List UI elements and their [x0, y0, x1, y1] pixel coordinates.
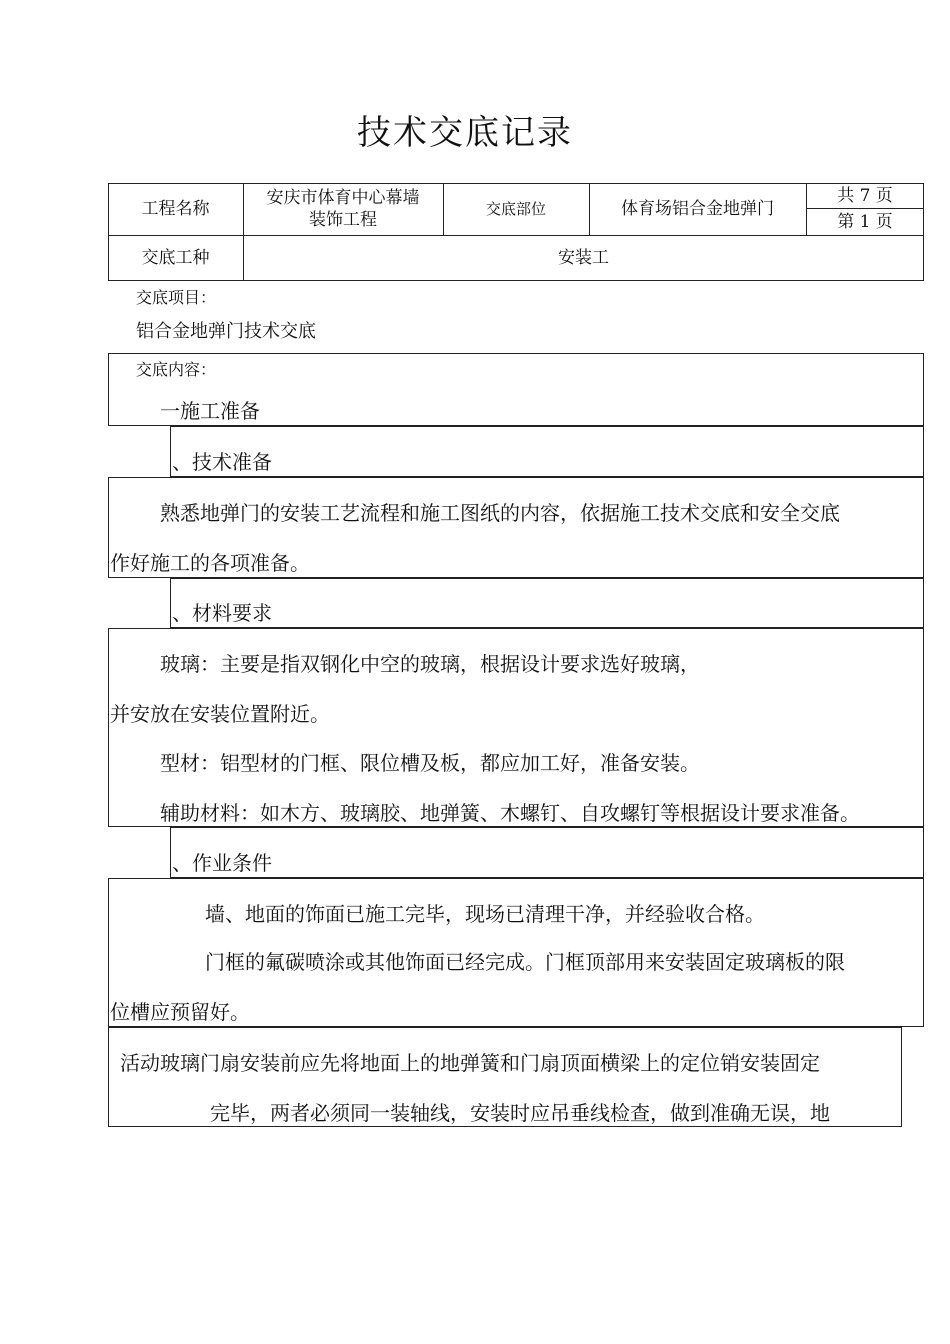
document-title: 技术交底记录: [357, 113, 573, 153]
project-name-line1: 安庆市体育中心幕墙: [266, 188, 420, 208]
tech-prep-line1: 熟悉地弹门的安装工艺流程和施工图纸的内容，依据施工技术交底和安全交底: [160, 501, 840, 525]
content-label: 交底内容：: [136, 360, 217, 379]
part-label: 交底部位: [485, 200, 546, 218]
install-line2: 完毕，两者必须同一装轴线，安装时应吊垂线检查，做到准确无误，地: [210, 1101, 830, 1125]
page-number: 第 1 页: [837, 211, 893, 232]
trade-label: 交底工种: [141, 248, 210, 268]
condition-line3: 位槽应预留好。: [110, 1000, 250, 1024]
install-line1: 活动玻璃门扇安装前应先将地面上的地弹簧和门扇顶面横梁上的定位销安装固定: [120, 1051, 820, 1075]
condition-line2: 门框的氟碳喷涂或其他饰面已经完成。门框顶部用来安装固定玻璃板的限: [205, 950, 845, 974]
project-name-value: [243, 183, 443, 235]
section-1-1-heading: 、技术准备: [172, 450, 272, 474]
trade-value: 安装工: [558, 248, 609, 268]
glass-line2: 并安放在安装位置附近。: [110, 702, 330, 726]
profile-line: 型材：铝型材的门框、限位槽及板，都应加工好，准备安装。: [160, 751, 700, 775]
section-1-heading: 一施工准备: [160, 399, 260, 423]
project-name-line2: 装饰工程: [309, 210, 377, 230]
total-pages: 共 7 页: [837, 185, 893, 206]
section-1-3-heading: 、作业条件: [172, 851, 272, 875]
glass-line1: 玻璃：主要是指双钢化中空的玻璃，根据设计要求选好玻璃，: [160, 652, 700, 676]
part-value: 体育场铝合金地弹门: [621, 199, 774, 219]
tech-prep-line2: 作好施工的各项准备。: [110, 551, 310, 575]
section-1-2-heading: 、材料要求: [172, 601, 272, 625]
condition-line1: 墙、地面的饰面已施工完毕，现场已清理干净，并经验收合格。: [205, 902, 765, 926]
item-label: 交底项目：: [136, 288, 217, 307]
project-name-label: 工程名称: [141, 199, 210, 219]
item-value: 铝合金地弹门技术交底: [136, 321, 316, 342]
auxiliary-materials-line: 辅助材料：如木方、玻璃胶、地弹簧、木螺钉、自攻螺钉等根据设计要求准备。: [160, 801, 860, 825]
